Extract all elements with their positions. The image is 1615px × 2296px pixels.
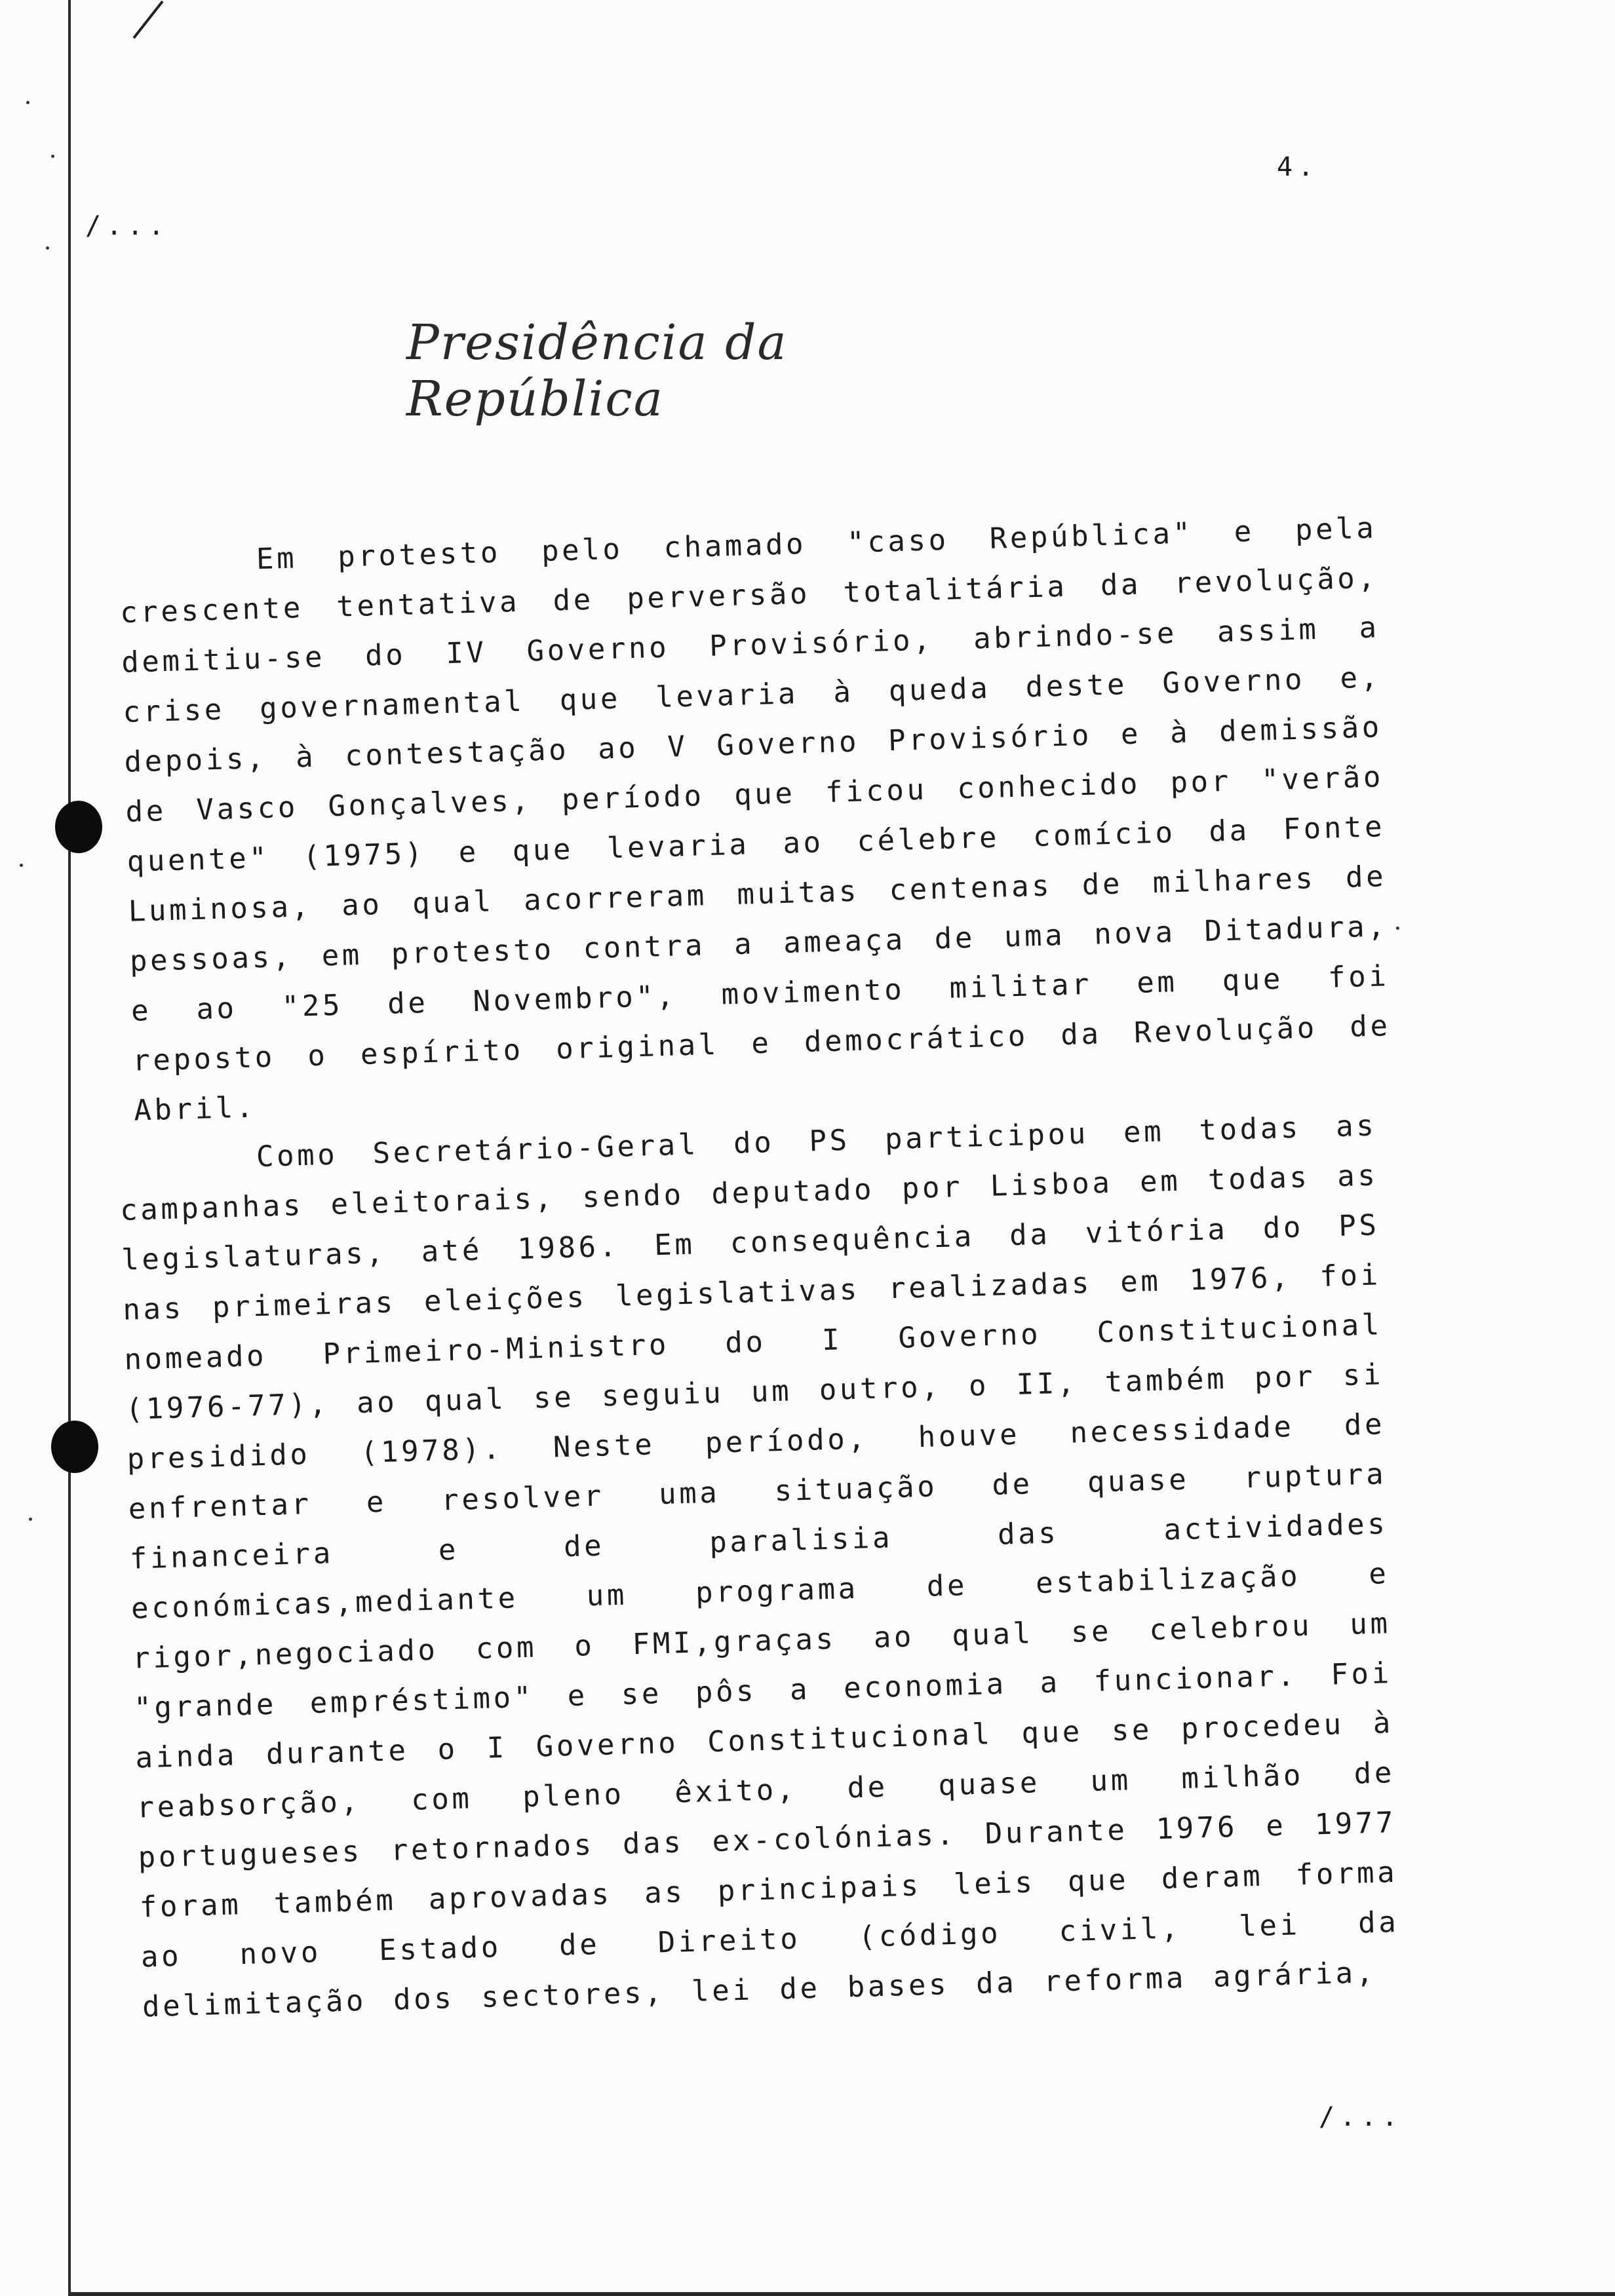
scan-bottom-edge [68,2292,1615,2296]
punch-hole-lower [51,1421,98,1473]
punch-hole-upper [55,801,102,853]
scan-speck [20,864,23,867]
scan-speck [26,101,29,104]
scan-speck [46,246,49,250]
scan-speck [1396,927,1399,930]
body-paragraph-2 [118,1101,1401,2032]
body-paragraph-1 [118,503,1393,1136]
page-number: 4. [1277,152,1319,182]
continuation-mark-bottom: /... [1319,2102,1403,2132]
continuation-mark-top: /... [85,211,170,241]
pen-stroke-mark [131,0,170,39]
scan-binding-edge [68,0,71,2296]
letterhead-title: Presidência da República [406,315,788,427]
paragraph-text: Como Secretário-Geral do PS participou em todas as campanhas eleitorais, sendo deputado por Lisboa em todas as legislaturas, até 1986. Em consequência da vitória do PS nas primeiras eleições legislativas realizadas em 1976, foi nomeado Primeiro-Ministro do I Governo Constitucional (1976-77), ao qual se seguiu um outro, o II, também por si presidido (1978). Neste período, houve necessidade de enfrentar e resolver uma situação de quase ruptura financeira e de paralisia das actividades económicas,mediante um programa de estabilização e rigor,negociado com o FMI,graças ao qual se celebrou um "grande empréstimo" e se pôs a economia a funcionar. Foi ainda durante o I Governo Constitucional que se procedeu à reabsorção, com pleno êxito, de quase um milhão de portugueses retornados das ex-colónias. Durante 1976 e 1977 foram também aprovadas as principais leis que deram forma ao novo Estado de Direito (código civil, lei da delimitação dos sectores, lei de bases da reforma agrária, [119,1109,1399,2024]
scan-speck [29,1518,32,1521]
paragraph-text: Em protesto pelo chamado "caso República" e pela crescente tentativa de perversão totalitária da revolução, demitiu-se do IV Governo Provisório, abrindo-se assim a crise governamental que levaria à queda deste Governo e, depois, à contestação ao V Governo Provisório e à demissão de Vasco Gonçalves, período que ficou conhecido por "verão quente" (1975) e que levaria ao célebre comício da Fonte Luminosa, ao qual acorreram muitas centenas de milhares de pessoas, em protesto contra a ameaça de uma nova Ditadura, e ao "25 de Novembro", movimento militar em que foi reposto o espírito original e democrático da Revolução de Abril. [119,511,1391,1128]
scan-speck [51,155,54,158]
